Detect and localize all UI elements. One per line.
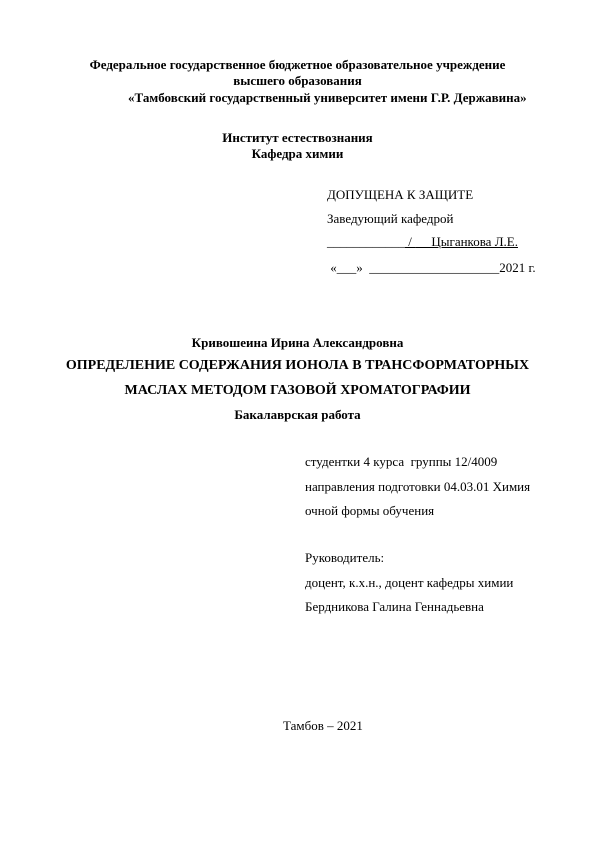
approval-signature-line bbox=[327, 235, 518, 248]
org-line-2: высшего образования bbox=[233, 73, 362, 88]
supervisor-name: Бердникова Галина Геннадьевна bbox=[305, 599, 484, 614]
approval-role: Заведующий кафедрой bbox=[327, 211, 454, 226]
signature-name: / Цыганкова Л.Е. bbox=[405, 234, 518, 249]
student-line-3: очной формы обучения bbox=[305, 503, 435, 518]
date-blank: ____________________ bbox=[369, 260, 500, 275]
date-prefix: «___» bbox=[327, 260, 370, 275]
org-line-3: «Тамбовский государственный университет имени Г.Р. Державина» bbox=[128, 90, 527, 105]
department-name: Кафедра химии bbox=[251, 146, 344, 161]
thesis-title-line-2: МАСЛАХ МЕТОДОМ ГАЗОВОЙ ХРОМАТОГРАФИИ bbox=[124, 383, 471, 398]
institute-name: Институт естествознания bbox=[222, 130, 373, 145]
approval-date-line bbox=[327, 261, 536, 274]
date-year: 2021 г. bbox=[499, 260, 536, 275]
supervisor-position: доцент, к.х.н., доцент кафедры химии bbox=[305, 575, 514, 590]
thesis-title-line-1: ОПРЕДЕЛЕНИЕ СОДЕРЖАНИЯ ИОНОЛА В ТРАНСФОРМАТОРНЫХ bbox=[65, 358, 530, 373]
approval-title: ДОПУЩЕНА К ЗАЩИТЕ bbox=[327, 187, 474, 202]
signature-blank: ____________ bbox=[327, 234, 405, 249]
student-line-2: направления подготовки 04.03.01 Химия bbox=[305, 479, 531, 494]
city-year: Тамбов – 2021 bbox=[283, 718, 363, 733]
author-name: Кривошеина Ирина Александровна bbox=[191, 335, 404, 350]
student-line-1: студентки 4 курса группы 12/4009 bbox=[305, 454, 498, 469]
supervisor-label: Руководитель: bbox=[305, 550, 385, 565]
org-line-1: Федеральное государственное бюджетное образовательное учреждение bbox=[89, 57, 506, 72]
work-type: Бакалаврская работа bbox=[234, 407, 361, 422]
